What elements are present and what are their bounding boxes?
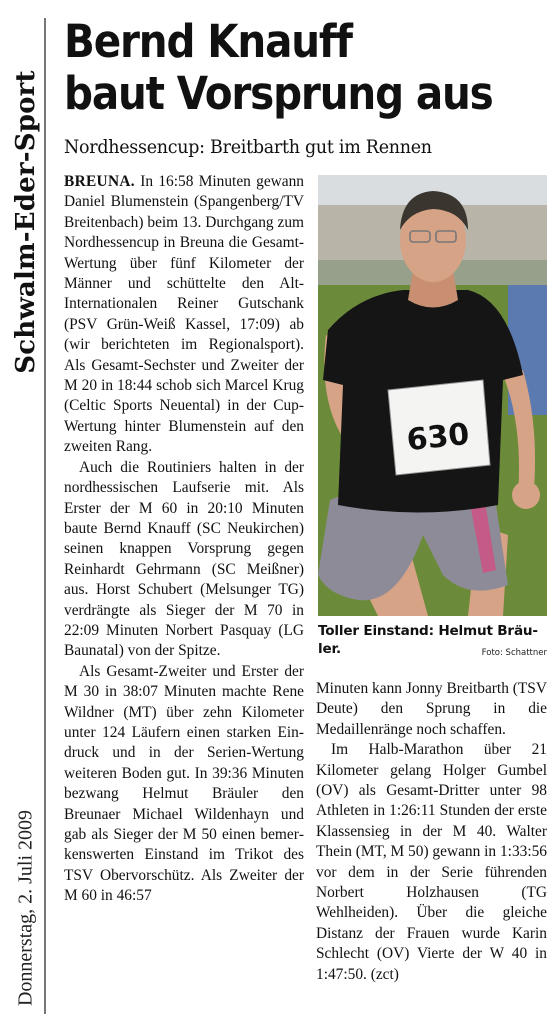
runner-hand-right	[512, 481, 540, 509]
headline-line-1: Bernd Knauff	[64, 15, 352, 68]
paragraph-2: Auch die Routiniers halten in der nordhessischen Laufserie mit. Als Erster der M 60 in 20:10 Minuten baute Bernd Knauff (SC Neukirchen) seinen knappen Vorsprung gegen Reinhardt Gehrmann (SC Meißner) aus. Horst Schubert (Melsunger TG) verdrängte als Sieger der M 70 in 22:09 Minuten Norbert Pasquay (LG Baunatal) von der Spitze.	[64, 458, 304, 660]
article-column-left	[64, 172, 304, 907]
subheadline: Nordhessencup: Breitbarth gut im Rennen	[64, 136, 432, 158]
section-label: Schwalm-Eder-Sport	[11, 70, 41, 374]
sidebar-divider	[44, 18, 46, 1014]
headline	[64, 16, 496, 120]
paragraph-1	[64, 172, 304, 458]
paragraph-5: Im Halb-Marathon über 21 Kilometer gelang Holger Gumbel (OV) als Gesamt-Dritter unter 98 Athleten in 1:26:11 Stunden der erste Klassensieg in der M 40. Walter Thein (MT, M 50) gewann in 1:33:56 vor dem in der Serie führenden Norbert Holzhausen (TG Wehlheiden). Über die gleiche Distanz der Frauen wurde Karin Schlecht (OV) Vierte der W 40 in 1:47:50. (zct)	[316, 741, 547, 983]
dateline: BREUNA.	[64, 173, 135, 190]
article-photo	[318, 175, 547, 616]
photo-caption: Toller Einstand: Helmut Bräuler.	[318, 623, 539, 657]
photo-credit: Foto: Schattner	[481, 648, 547, 658]
paragraph-1-text: In 16:58 Minuten gewann Daniel Blumenstein (Spangenberg/TV Breitenbach) beim 13. Durchgang zum Nordhessencup in Breuna die Gesamt-Wertung über fünf Kilometer der Männer und schüttelte den Alt-Internationalen Reiner Gutschank (PSV Grün-Weiß Kassel, 17:09) ab (wir berichteten im Regionalsport). Als Gesamt-Sechster und Zweiter der M 20 in 18:44 schob sich Marcel Krug (Celtic Sports Neuental) in der Cup-Wertung hinter Blumenstein auf den zweiten Rang.	[64, 173, 304, 456]
headline-line-2: baut Vorsprung aus	[64, 67, 493, 120]
bib-number: 630	[405, 416, 472, 459]
paragraph-4: Minuten kann Jonny Breitbarth (TSV Deute) den Sprung in die Medaillenränge noch schaffen.	[316, 680, 547, 738]
publication-date: Donnerstag, 2. Juli 2009	[14, 809, 37, 1007]
article-column-right	[316, 679, 547, 985]
runner-photo	[318, 175, 547, 616]
paragraph-3: Als Gesamt-Zweiter und Erster der M 30 in 38:07 Minuten machte Rene Wildner (MT) über zehn Kilometer unter 124 Läufern einen starken Eindruck und in der Serien-Wertung weiteren Boden gut. In 39:36 Minuten bezwang Helmut Bräuler den Breunaer Michael Wildenhayn und gab als Sieger der M 50 einen bemerkenswerten Einstand im Trikot des TSV Obervorschütz. Als Zweiter der M 60 in 46:57	[64, 662, 304, 905]
